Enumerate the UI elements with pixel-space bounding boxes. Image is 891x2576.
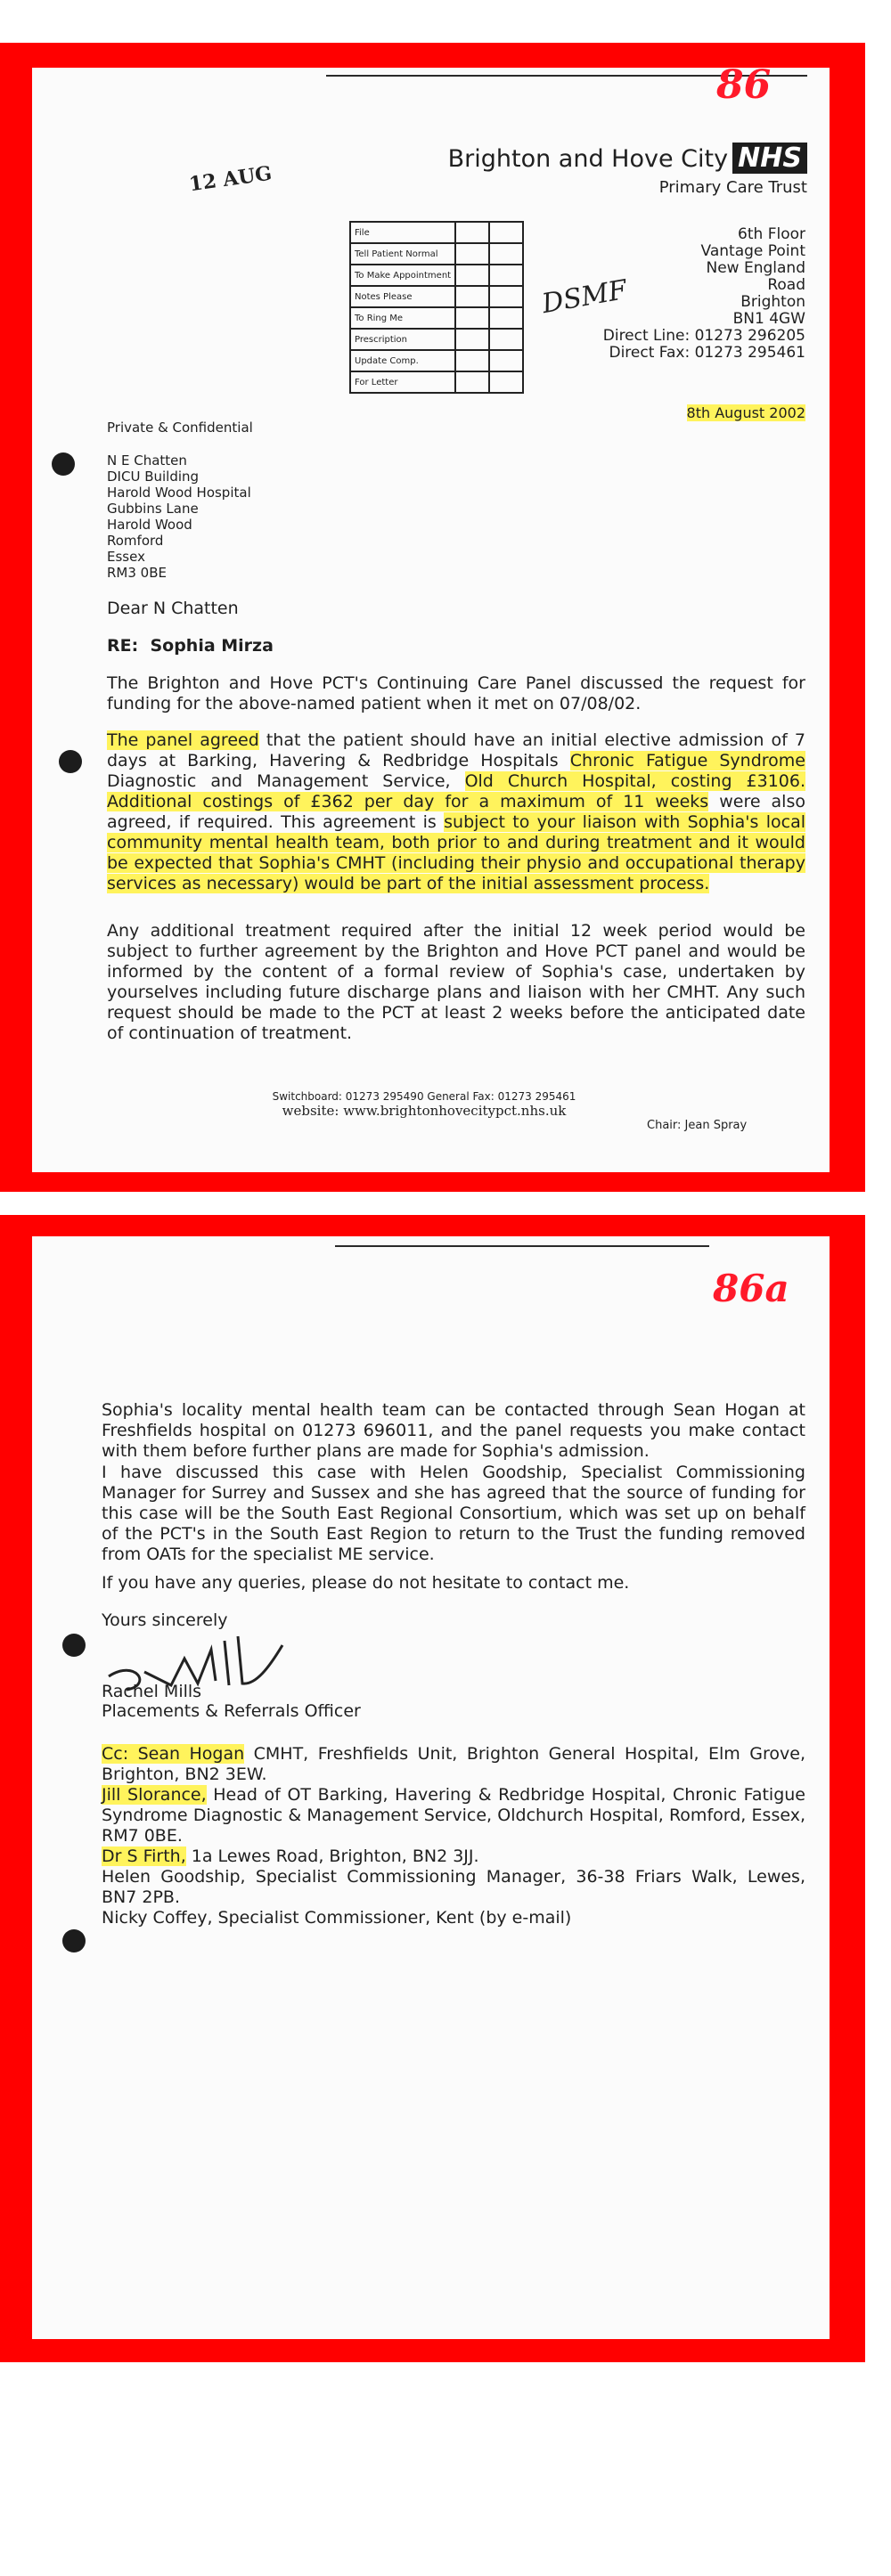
routing-slip-checkbox	[455, 265, 489, 286]
punch-hole	[59, 750, 82, 773]
cc-list	[102, 1744, 805, 1928]
routing-slip-checkbox	[455, 350, 489, 371]
cc-entry-text: Helen Goodship, Specialist Commissioning Manager, 36-38 Friars Walk, Lewes, BN7 2PB.	[102, 1867, 805, 1907]
org-name: Brighton and Hove City	[447, 145, 729, 173]
recipient-address-line: N E Chatten	[107, 452, 187, 469]
cc-entry	[102, 1785, 805, 1846]
routing-slip-label: For Letter	[350, 371, 455, 393]
routing-slip-checkbox	[455, 329, 489, 350]
closing: Yours sincerely	[102, 1610, 228, 1630]
routing-slip-label: Update Comp.	[350, 350, 455, 371]
routing-slip-checkbox	[489, 286, 523, 307]
org-subtitle: Primary Care Trust	[658, 178, 807, 197]
paragraph-1: The Brighton and Hove PCT's Continuing Care Panel discussed the request for funding for the above-named patient when it met on 07/08/02.	[107, 673, 805, 713]
patient-name: Sophia Mirza	[150, 636, 274, 656]
routing-slip	[349, 221, 524, 394]
recipient-address-line: Romford	[107, 533, 164, 549]
routing-slip-row	[350, 243, 523, 265]
cc-entry-highlight: Jill Slorance,	[102, 1785, 207, 1805]
page-number-mark: 86	[716, 68, 772, 108]
punch-hole	[62, 1929, 86, 1952]
routing-slip-label: Prescription	[350, 329, 455, 350]
routing-slip-label: Tell Patient Normal	[350, 243, 455, 265]
sender-address-line: Brighton	[740, 293, 805, 311]
cc-entry-text: 1a Lewes Road, Brighton, BN2 3JJ.	[185, 1846, 479, 1866]
routing-slip-row	[350, 222, 523, 243]
routing-slip-checkbox	[489, 307, 523, 329]
cc-entry-text: Nicky Coffey, Specialist Commissioner, Kent (by e-mail)	[102, 1908, 572, 1928]
sender-address-line: Direct Line: 01273 296205	[602, 327, 805, 345]
recipient-address-line: Essex	[107, 549, 145, 565]
page-2-sheet	[32, 1236, 830, 2339]
routing-slip-checkbox	[489, 371, 523, 393]
sender-address-line: Road	[767, 276, 805, 294]
page-number-mark: 86a	[713, 1267, 789, 1310]
routing-slip-checkbox	[489, 265, 523, 286]
nhs-logo: NHS	[732, 143, 807, 174]
routing-slip-row	[350, 286, 523, 307]
chair-name: Chair: Jean Spray	[647, 1119, 748, 1132]
cc-entry	[102, 1908, 805, 1928]
routing-slip-checkbox	[489, 350, 523, 371]
routing-slip-checkbox	[489, 243, 523, 265]
received-stamp-date: 12 AUG	[187, 161, 274, 197]
signer-title: Placements & Referrals Officer	[102, 1701, 361, 1721]
cc-entry	[102, 1846, 805, 1867]
punch-hole	[62, 1634, 86, 1657]
recipient-address-line: Harold Wood	[107, 517, 192, 533]
sender-address-line: New England	[706, 259, 805, 277]
routing-slip-checkbox	[455, 222, 489, 243]
re-line: RE: Sophia Mirza	[107, 636, 274, 656]
footer-contact	[210, 1090, 638, 1119]
cc-entry	[102, 1867, 805, 1908]
recipient-address	[107, 452, 251, 581]
cc-entry	[102, 1744, 805, 1785]
signer-name: Rachel Mills	[102, 1682, 202, 1701]
cc-entry-text: Head of OT Barking, Havering & Redbridge Hospital, Chronic Fatigue Syndrome Diagnostic & Management Service, Oldchurch Hospital, Romford, Essex, RM7 0BE.	[102, 1785, 805, 1846]
classification: Private & Confidential	[107, 420, 253, 436]
paragraph-2: I have discussed this case with Helen Goodship, Specialist Commissioning Manager for Surrey and Sussex and she has agreed that the source of funding for this case will be the South East Regional Consortium, which was set up on behalf of the PCT's in the South East Region to return to the Trust the funding removed from OATs for the specialist ME service.	[102, 1463, 805, 1564]
routing-slip-checkbox	[455, 286, 489, 307]
paragraph-3: Any additional treatment required after the initial 12 week period would be subject to further agreement by the Brighton and Hove PCT panel and would be informed by the content of a formal review of Sophia's case, undertaken by yourselves including future discharge plans and liaison with her CMHT. Any such request should be made to the PCT at least 2 weeks before the anticipated date of continuation of treatment.	[107, 921, 805, 1043]
routing-slip-checkbox	[489, 329, 523, 350]
footer-website: website: www.brightonhovecitypct.nhs.uk	[282, 1103, 567, 1119]
recipient-address-line: Gubbins Lane	[107, 501, 199, 517]
cc-entry-text: CMHT, Freshfields Unit, Brighton General Hospital, Elm Grove, Brighton, BN2 3EW.	[102, 1744, 805, 1784]
paragraph-1: Sophia's locality mental health team can be contacted through Sean Hogan at Freshfields hospital on 01273 696011, and the panel requests you make contact with them before further plans are made for Sophia's admission.	[102, 1400, 805, 1461]
scan-edge-line	[335, 1245, 709, 1247]
routing-slip-row	[350, 265, 523, 286]
initials-mark: DSMF	[539, 273, 630, 321]
routing-slip-label: To Ring Me	[350, 307, 455, 329]
salutation: Dear N Chatten	[107, 599, 239, 618]
paragraph-3: If you have any queries, please do not hesitate to contact me.	[102, 1573, 630, 1593]
punch-hole	[52, 452, 75, 476]
letter-date: 8th August 2002	[686, 404, 805, 421]
sender-address-line: Direct Fax: 01273 295461	[609, 344, 805, 362]
cc-entry-highlight: Dr S Firth,	[102, 1846, 186, 1866]
routing-slip-checkbox	[455, 371, 489, 393]
routing-slip-row	[350, 371, 523, 393]
recipient-address-line: Harold Wood Hospital	[107, 485, 251, 501]
cc-entry-highlight: Cc: Sean Hogan	[102, 1744, 245, 1764]
routing-slip-checkbox	[489, 222, 523, 243]
routing-slip-checkbox	[455, 307, 489, 329]
routing-slip-row	[350, 329, 523, 350]
sender-address-line: BN1 4GW	[732, 310, 805, 328]
page-1-sheet	[32, 68, 830, 1172]
routing-slip-label: File	[350, 222, 455, 243]
footer-phone: Switchboard: 01273 295490 General Fax: 01273 295461	[272, 1090, 576, 1103]
routing-slip-label: Notes Please	[350, 286, 455, 307]
recipient-address-line: RM3 0BE	[107, 565, 167, 581]
paragraph-2: The panel agreed that the patient should have an initial elective admission of 7 days at Barking, Havering & Redbridge Hospitals Chronic Fatigue Syndrome Diagnostic and Management Service, Old Church Hospital, costing £3106. Additional costings of £362 per day for a maximum of 11 weeks were also agreed, if required. This agreement is subject to your liaison with Sophia's local community mental health team, both prior to and during treatment and it would be expected that Sophia's CMHT (including their physio and occupational therapy services as necessary) would be part of the initial assessment process.	[107, 730, 805, 893]
recipient-address-line: DICU Building	[107, 469, 200, 485]
sender-address-line: Vantage Point	[700, 242, 805, 260]
routing-slip-row	[350, 350, 523, 371]
routing-slip-label: To Make Appointment	[350, 265, 455, 286]
sender-address-line: 6th Floor	[738, 225, 805, 243]
routing-slip-checkbox	[455, 243, 489, 265]
sender-address	[531, 226, 805, 362]
letterhead	[362, 143, 807, 175]
routing-slip-row	[350, 307, 523, 329]
